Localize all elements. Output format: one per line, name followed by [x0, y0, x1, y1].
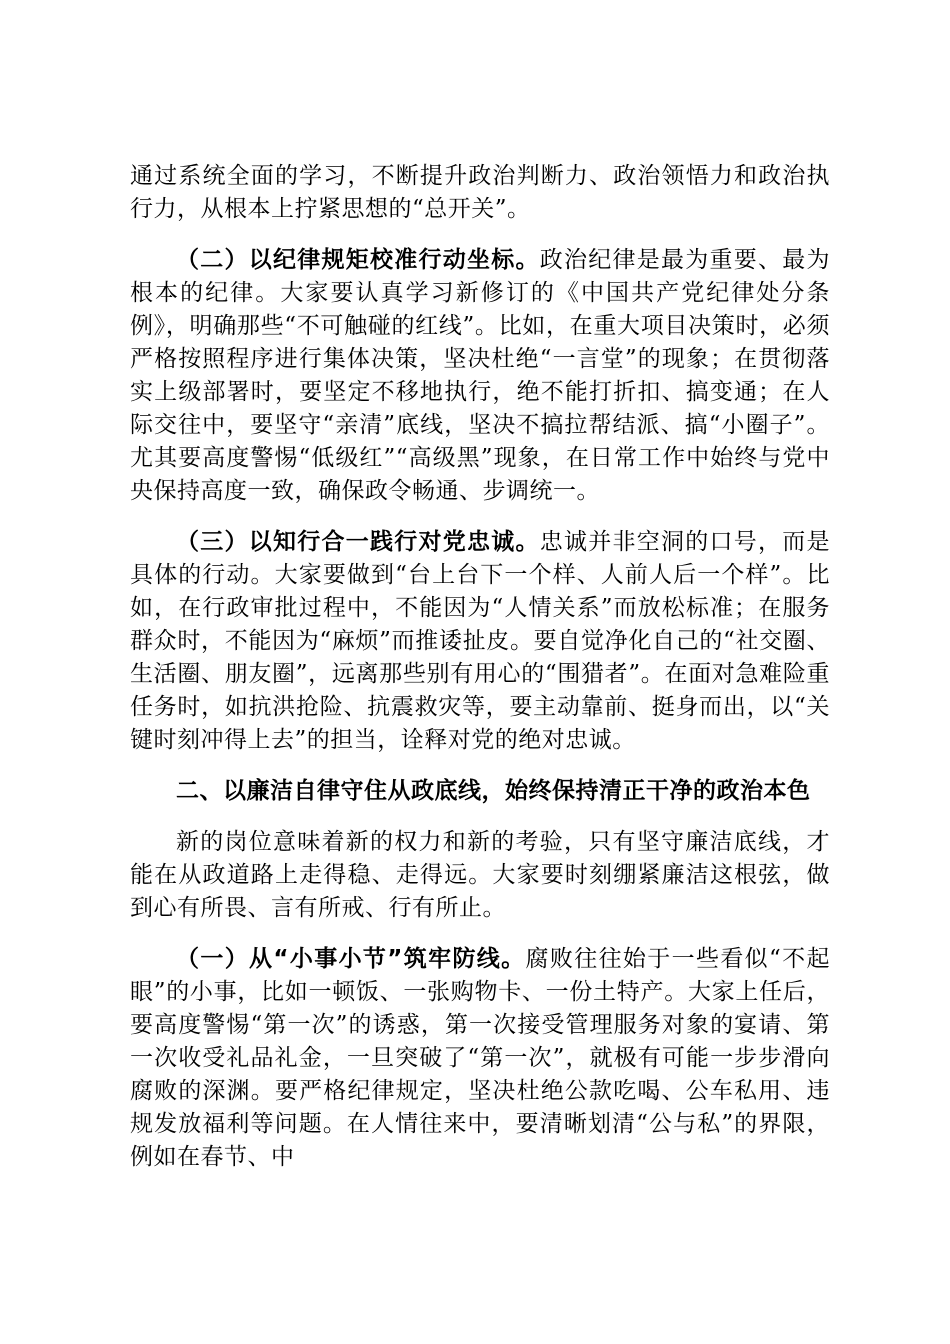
paragraph-subsection-1 — [130, 943, 830, 1174]
paragraph-text: 通过系统全面的学习，不断提升政治判断力、政治领悟力和政治执行力，从根本上拧紧思想的“总开关”。 — [130, 163, 830, 222]
paragraph-continuation — [130, 160, 830, 226]
section-heading: 二、以廉洁自律守住从政底线，始终保持清正干净的政治本色 — [176, 778, 811, 804]
paragraph-text: 忠诚并非空洞的口号，而是具体的行动。大家要做到“台上台下一个样、人前人后一个样”。比如，在行政审批过程中，不能因为“人情关系”而放松标准；在服务群众时，不能因为“麻烦”而推诿扯皮。要自觉净化自己的“社交圈、生活圈、朋友圈”，远离那些别有用心的“围猎者”。在面对急难险重任务时，如抗洪抢险、抗震救灾等，要主动靠前、挺身而出，以“关键时刻冲得上去”的担当，诠释对党的绝对忠诚。 — [130, 529, 830, 753]
paragraph-section-intro — [130, 826, 830, 925]
paragraph-text: 新的岗位意味着新的权力和新的考验，只有坚守廉洁底线，才能在从政道路上走得稳、走得远。大家要时刻绷紧廉洁这根弦，做到心有所畏、言有所戒、行有所止。 — [130, 829, 830, 921]
paragraph-subsection-2 — [130, 244, 830, 508]
subsection-title: （二）以纪律规矩校准行动坐标。 — [176, 247, 540, 273]
subsection-title: （三）以知行合一践行对党忠诚。 — [176, 529, 540, 555]
paragraph-text: 腐败往往始于一些看似“不起眼”的小事，比如一顿饭、一张购物卡、一份土特产。大家上任后，要高度警惕“第一次”的诱惑，第一次接受管理服务对象的宴请、第一次收受礼品礼金，一旦突破了“第一次”，就极有可能一步步滑向腐败的深渊。要严格纪律规定，坚决杜绝公款吃喝、公车私用、违规发放福利等问题。在人情往来中，要清晰划清“公与私”的界限，例如在春节、中 — [130, 946, 830, 1170]
subsection-title: （一）从“小事小节”筑牢防线。 — [176, 946, 526, 972]
document-body — [130, 160, 830, 1192]
paragraph-text: 政治纪律是最为重要、最为根本的纪律。大家要认真学习新修订的《中国共产党纪律处分条例》，明确那些“不可触碰的红线”。比如，在重大项目决策时，必须严格按照程序进行集体决策，坚决杜绝“一言堂”的现象；在贯彻落实上级部署时，要坚定不移地执行，绝不能打折扣、搞变通；在人际交往中，要坚守“亲清”底线，坚决不搞拉帮结派、搞“小圈子”。尤其要高度警惕“低级红”“高级黑”现象，在日常工作中始终与党中央保持高度一致，确保政令畅通、步调统一。 — [130, 247, 830, 504]
paragraph-subsection-3 — [130, 526, 830, 757]
